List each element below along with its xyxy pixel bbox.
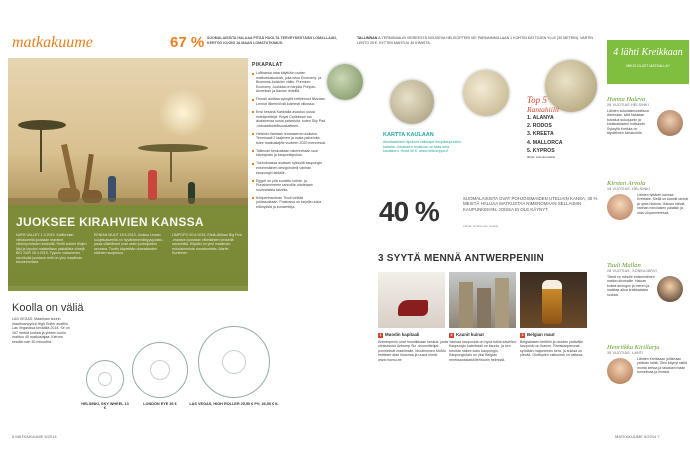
wheels-intro: LAS VEGAS. Maailman suurin maailmanpyörä High Roller avattiin Las Vegasissa keväällä 2014. Se on 167 metriä korkea ja yhteen koriin mahtuu 40 matkustajaa. Kierros kestää noin 30 minuuttia. (12, 317, 70, 344)
reason-item (520, 332, 590, 358)
profile-text: Lähden tyttären kanssa Kreetalle. Siellä on kauniit rannat ja upea historia. Haluan nähdä vanhan minolaisen palatsin ja uida Libyanmeressä. (637, 193, 689, 215)
quickbite-item: Kööpenhaminan Tivoli viettää juhlavuottaan. Puistossa on tarjolla uusia elämyksiä ja konsertteja. (252, 196, 326, 210)
profile-name: Tuuli Mallan (607, 262, 641, 269)
stat-40-percent: 40 % (379, 196, 439, 227)
profile-name: Kirsten Arvola (607, 180, 646, 187)
stat-text: SUOMALAISISTA HALUAA PITÄÄ HUOLTA TERVEYDESTÄÄN LOMALLAAN, KERTOO KUONI JA MAAN LOMATUTKIMUS. (207, 36, 337, 45)
photo-sun (158, 88, 208, 138)
top5-source: lähde: Aurinkomatkat (527, 155, 556, 160)
right-page (345, 0, 690, 450)
top5-title: Top 5 (527, 95, 547, 105)
profile-text: Lähden sukulaismuisteluun Ateenaan, sillä halutaan tutustua sukujuuriin ja kreikkalaiseen kulttuuriin. Syksyllä Kreikka on täydellinen lomakohde. (607, 109, 650, 136)
greece-box-title: 4 lähti Kreikkaan (613, 47, 683, 58)
profile-text: Tämä on minulle ensimmäinen matka ulkomaille. Haluan kokea auringon ja meren ja maistaa aitoa kreikkalaista ruokaa. (607, 275, 655, 297)
stat-40-text: SUOMALAISISTA OVAT POHJOISMAIDEN UTELIAIN KANSA; 40 % MEISTÄ HALUAA MATKUSTAA NIMENOMAAN SELLAISIIN KAUPUNKEIHIN, JOISSA EI OLE KÄYNYT. (463, 196, 598, 212)
pendant-image (327, 64, 363, 100)
top5-item: 3. KREETA (527, 131, 554, 138)
profile-sub: 28 VUOTIAS HELSINKI (607, 103, 649, 107)
building-image (449, 272, 516, 328)
reason-title: Kaunit kuinat (456, 332, 484, 337)
heli-text: A-TERMINAALIN VIEREESTÄ NOUSEVA HELIKOPTERI VIE PARHAIMMILLAAN 1 KOHTIN KATTOJEN YLLE (30 METRIN). VARTIN LENTO 25 €. HYTTIIN MAHTUU 30 IHMISTÄ. (357, 36, 593, 45)
page-footer-right: MATKAKUUME 5/2014 7 (615, 434, 660, 439)
section-logo: matkakuume (12, 34, 93, 51)
photo-tree-trunk (170, 150, 172, 182)
heli-note (357, 36, 603, 45)
profile-photo (657, 276, 683, 302)
building-shape (459, 282, 473, 328)
quickbite-item: Ensi kesänä Karibialla avautuu uusia risteilyreittejä. Royal Caribbean tuo alukseensa uusia palveluita, kuten Sky Pad -virtuaalitodellisuuslaitteen. (252, 110, 326, 128)
marathon-col-2: KENIAN MUUT 16.5.2015. Juoksu Lewan suojelualueella on hyväntekeväisyysjuoksu, jossa villieläimet ovat usein juoksijoiden seurana. Tuotto käytetään uhanalaisten eläinten suojeluun. (94, 233, 164, 255)
profile-name: Henriikka Kirillarju (607, 344, 660, 351)
top5-item: 2. RODOS (527, 123, 552, 130)
top5-list (527, 96, 591, 160)
giraffe-neck (61, 144, 77, 192)
shoe-image (378, 272, 445, 328)
reason-text: Vanhaa kaupunkia on hyvä tutkia kävellen. Kaupungin katedraali on kaunis, ja sen tornista näkee koko kaupungin. Kaupungintalo on yksi Belgian renessanssiarkkitehtuurin helmistä. (449, 339, 517, 362)
reason-number: 1 (379, 333, 382, 337)
top5-item: 5. KYPROS (527, 147, 555, 154)
profile-name: Hanna Haleva (607, 96, 646, 103)
reason-title: Belgian maut (527, 332, 555, 337)
reason-item (449, 332, 519, 362)
reason-item (378, 332, 448, 362)
wheel-hub (222, 350, 246, 374)
shoe-shape (398, 300, 428, 316)
photo-tree (18, 120, 66, 130)
profile-sub: 18 VUOTIAS, HELSINKI (607, 187, 651, 191)
wheel-label-las-vegas: LAS VEGAS, HIGH ROLLER 25,50 € PV; 36,50 € IL (189, 402, 279, 406)
top5-item: 4. MALLORCA (527, 139, 563, 146)
profile-photo (657, 110, 683, 136)
heli-lead: TALLINNAN (357, 36, 378, 40)
quickbite-item: Lufthansa otaa käyttöön uuden matkustusluokan, joka istuu Economy- ja Business-luokkien väliin. Premium Economy -luokkaa on tarjolla Pohjois-Amerikan ja Aasian reiteillä. (252, 71, 326, 94)
beer-glass (542, 280, 562, 324)
reason-text: Belgialaisen keittiön ja oluiden ystävälle kaupunki on ihanne. Ranskanperunat syödään majoneesin kera, ja suklaa on ylevää. Oluttupien valikoima on valtava. (520, 339, 584, 358)
pendant-image (390, 80, 434, 124)
top5-item: 1. ALANYA (527, 115, 554, 121)
giraffe-neck (83, 154, 94, 194)
reason-title: Muodin kapitaali (385, 332, 420, 337)
marathon-col-3: LIMPOPO 20.6.2015. Etelä-Afrikan Big Five -maraton juostaan villieläinten keskellä savannilla. Kilpailu on yksi maailman erikoisimmista maratoneista. Martin Kurtinnen (172, 233, 242, 255)
quickbites-column (252, 62, 326, 213)
greece-box-header (607, 40, 689, 84)
wheel-hub (150, 360, 170, 380)
reason-number: 2 (450, 333, 453, 337)
reason-text: Antwerpenin ovat muodikkaan keskus, josta niinkutsutut Antwerp Six -suunnittelijat ponnistivat maailmalle. Muotimuseo MoMu esittelee alan historiaa ja uusia nimiä. www.momu.be (378, 339, 448, 362)
pendant-image (463, 70, 509, 116)
quickbite-item: Tallinnan keskustaan rakennetaan uusi kävelykatu ja kaupunkipuisto. (252, 149, 326, 158)
profile-sub: 28 VUOTIAS, SONKAJÄRVI (607, 269, 657, 273)
marathon-box (8, 205, 248, 291)
wheel-label-helsinki: HELSINKI, SKY WHEEL 13 € (81, 402, 129, 411)
necklace-title: KARTTA KAULAAN (383, 132, 434, 138)
quickbite-item: Tukholmassa avataan syksyllä kaupungin ensimmäinen designhotelli vanhan kaupungin laidalle. (252, 161, 326, 175)
photo-tree-trunk (40, 128, 42, 172)
quickbite-item: Egypti on yhä suosittu kohde, ja Punaisenmeren rannoille odotetaan suomalaisia talvella. (252, 179, 326, 193)
stat-percent: 67 % (170, 34, 205, 51)
wheel-hub (98, 372, 112, 386)
top5-subtitle: Rantahiilit (527, 105, 560, 114)
profile-text: Lähden Kreikkaan juhlimaan ystävän häitä. Olen käynyt siellä monta kertaa ja rakastan maan tunnelmaa ja ihmisiä. (637, 357, 687, 375)
runner (148, 170, 157, 200)
profile-photo (607, 358, 633, 384)
page-footer-left: 6 MATKAKUUME 5/2014 (12, 434, 57, 439)
profile-photo (607, 194, 633, 220)
antwerp-title: 3 SYYTÄ MENNÄ ANTWERPENIIN (378, 253, 544, 264)
stat-40-source: Lähde: Hotels.com -kysely (463, 224, 499, 228)
profile-card (607, 180, 689, 215)
quickbite-item: Finnair aloittaa syksyllä reittilennot Nizzaan. Lennot liikennöivät kolmesti viikossa. (252, 97, 326, 106)
reason-number: 3 (521, 333, 524, 337)
beer-image (520, 272, 587, 328)
wheels-title: Koolla on väliä (12, 302, 84, 314)
profile-card (607, 262, 689, 297)
wheel-label-london: LONDON EYE 36 € (143, 402, 177, 406)
quickbites-title: PIKAPALAT (252, 62, 283, 68)
marathon-col-1: NAPA VALLEY 1.3.2015. Kalifornian viinialueella juostaan maraton viiniköynnösten keskellä. Reitti kulkee tilojen läpi ja lopuksi maistellaan paikallisia viinejä. BIG SUR 26.4.2015. Tyynen valtameren rannikolla juostava reitti on yksi maailman kauneimmista. (16, 233, 87, 264)
greece-box-sub: MIKSI OLISIT MATKALLA? (626, 64, 670, 68)
building-shape (477, 288, 491, 328)
profile-card (607, 344, 689, 375)
building-shape (495, 278, 509, 328)
necklace-text: Ainutlaatuiset riipukset vaikkapa lempikaupunkisi kartalla. Jokaiseen muistoon on taas oma kaulakoru. Hinta 30 €. www.hetkomppa.fi (383, 140, 461, 154)
photo-tree (138, 144, 208, 152)
profile-card (607, 96, 689, 135)
profile-sub: 39 VUOTIAS, LAHTI (607, 351, 644, 355)
quickbite-item: Helsinki-Vantaan lentoasema uudistuu. Terminaali 2 laajenee ja uusia palveluita tulee matkustajille vuoteen 2020 mennessä. (252, 132, 326, 146)
marathon-title: JUOKSEE KIRAHVIEN KANSSA (16, 215, 204, 229)
